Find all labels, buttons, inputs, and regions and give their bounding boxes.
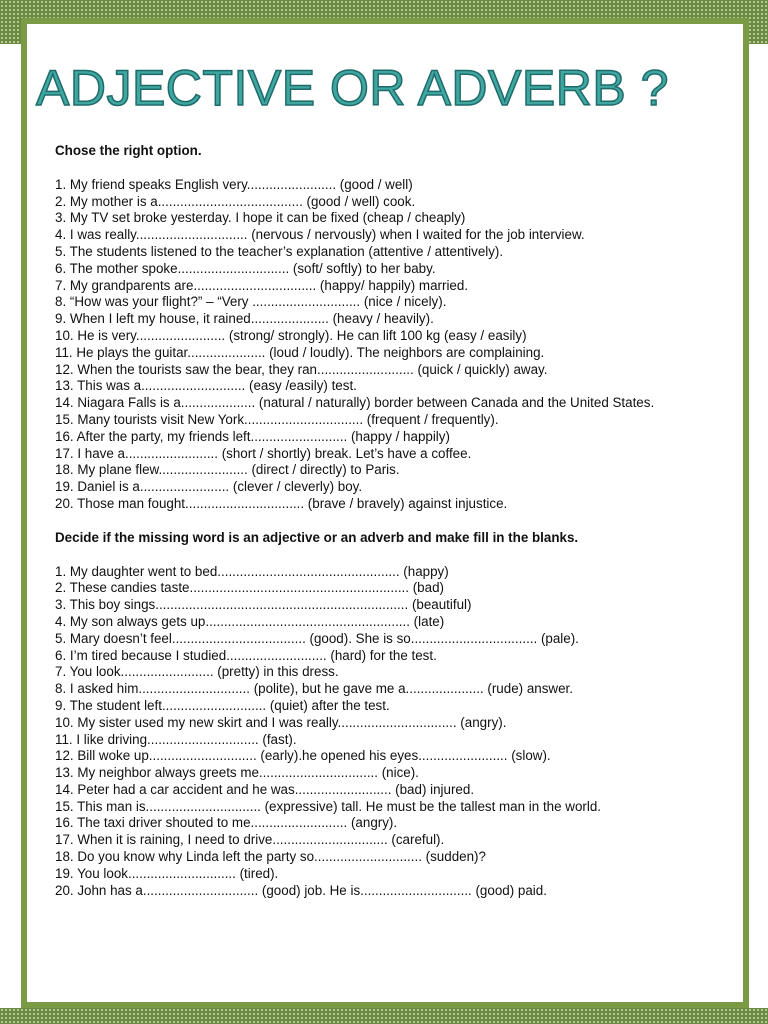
exercise-item: 5. Mary doesn’t feel.................................... (good). She is so.................................. (pale). [55,630,579,646]
exercise-item: 4. I was really.............................. (nervous / nervously) when I waited for the job interview. [55,227,585,243]
exercise-item: 19. You look............................. (tired). [55,865,279,881]
exercise-item: 20. John has a............................... (good) job. He is.............................. (good) paid. [55,882,547,898]
exercise-item: 18. Do you know why Linda left the party so............................. (sudden)? [55,849,486,865]
exercise-item: 5. The students listened to the teacher’s explanation (attentive / attentively). [55,243,504,259]
exercise-item: 15. Many tourists visit New York................................ (frequent / frequently). [55,411,499,427]
exercise-item: 14. Peter had a car accident and he was.......................... (bad) injured. [55,781,475,797]
exercise-item: 8. I asked him.............................. (polite), but he gave me a..................... (rude) answer. [55,681,573,697]
exercise-item: 4. My son always gets up....................................................... (late) [55,613,445,629]
exercise-item: 16. The taxi driver shouted to me.......................... (angry). [55,815,398,831]
exercise-item: 18. My plane flew........................ (direct / directly) to Paris. [55,462,400,478]
exercise-item: 11. He plays the guitar..................... (loud / loudly). The neighbors are complaining. [55,344,545,360]
exercise-item: 2. My mother is a....................................... (good / well) cook. [55,193,416,209]
exercise-item: 9. The student left............................ (quiet) after the test. [55,697,390,713]
exercise-item: 12. When the tourists saw the bear, they ran.......................... (quick / quickly) away. [55,361,548,377]
exercise-item: 3. My TV set broke yesterday. I hope it can be fixed (cheap / cheaply) [55,210,466,226]
exercise-item: 9. When I left my house, it rained..................... (heavy / heavily). [55,311,434,327]
section1-list [55,177,715,513]
exercise-item: 14. Niagara Falls is a.................... (natural / naturally) border between Canada and the United States. [55,395,655,411]
exercise-item: 19. Daniel is a........................ (clever / cleverly) boy. [55,479,363,495]
exercise-item: 7. You look......................... (pretty) in this dress. [55,664,339,680]
exercise-item: 8. “How was your flight?” – “Very ............................. (nice / nicely). [55,294,447,310]
exercise-item: 10. He is very........................ (strong/ strongly). He can lift 100 kg (easy / easily) [55,327,527,343]
exercise-item: 17. I have a......................... (short / shortly) break. Let’s have a coffee. [55,445,472,461]
decorative-bottom-band [0,1008,768,1024]
exercise-item: 16. After the party, my friends left.......................... (happy / happily) [55,428,450,444]
section2-list [55,564,715,900]
exercise-item: 11. I like driving.............................. (fast). [55,731,297,747]
exercise-item: 13. This was a............................ (easy /easily) test. [55,378,357,394]
section1-instruction: Chose the right option. [55,143,202,158]
exercise-item: 15. This man is............................... (expressive) tall. He must be the tallest man in the world. [55,798,601,814]
exercise-item: 6. I’m tired because I studied........................... (hard) for the test. [55,647,437,663]
exercise-item: 20. Those man fought................................ (brave / bravely) against injustice. [55,495,508,511]
exercise-item: 12. Bill woke up............................. (early).he opened his eyes........................ (slow). [55,748,551,764]
worksheet-title: ADJECTIVE OR ADVERB ? [36,60,669,116]
exercise-item: 3. This boy sings.................................................................... (beautiful) [55,597,472,613]
exercise-item: 10. My sister used my new skirt and I was really................................ (angry). [55,714,507,730]
section2-instruction: Decide if the missing word is an adjective or an adverb and make fill in the blanks. [55,529,579,545]
exercise-item: 1. My daughter went to bed................................................. (happy) [55,563,449,579]
exercise-item: 13. My neighbor always greets me................................ (nice). [55,765,419,781]
exercise-item: 7. My grandparents are................................. (happy/ happily) married. [55,277,469,293]
exercise-item: 1. My friend speaks English very........................ (good / well) [55,176,413,192]
worksheet-content [55,143,715,899]
exercise-item: 6. The mother spoke.............................. (soft/ softly) to her baby. [55,260,436,276]
exercise-item: 17. When it is raining, I need to drive............................... (careful). [55,832,445,848]
exercise-item: 2. These candies taste........................................................... (bad) [55,580,444,596]
